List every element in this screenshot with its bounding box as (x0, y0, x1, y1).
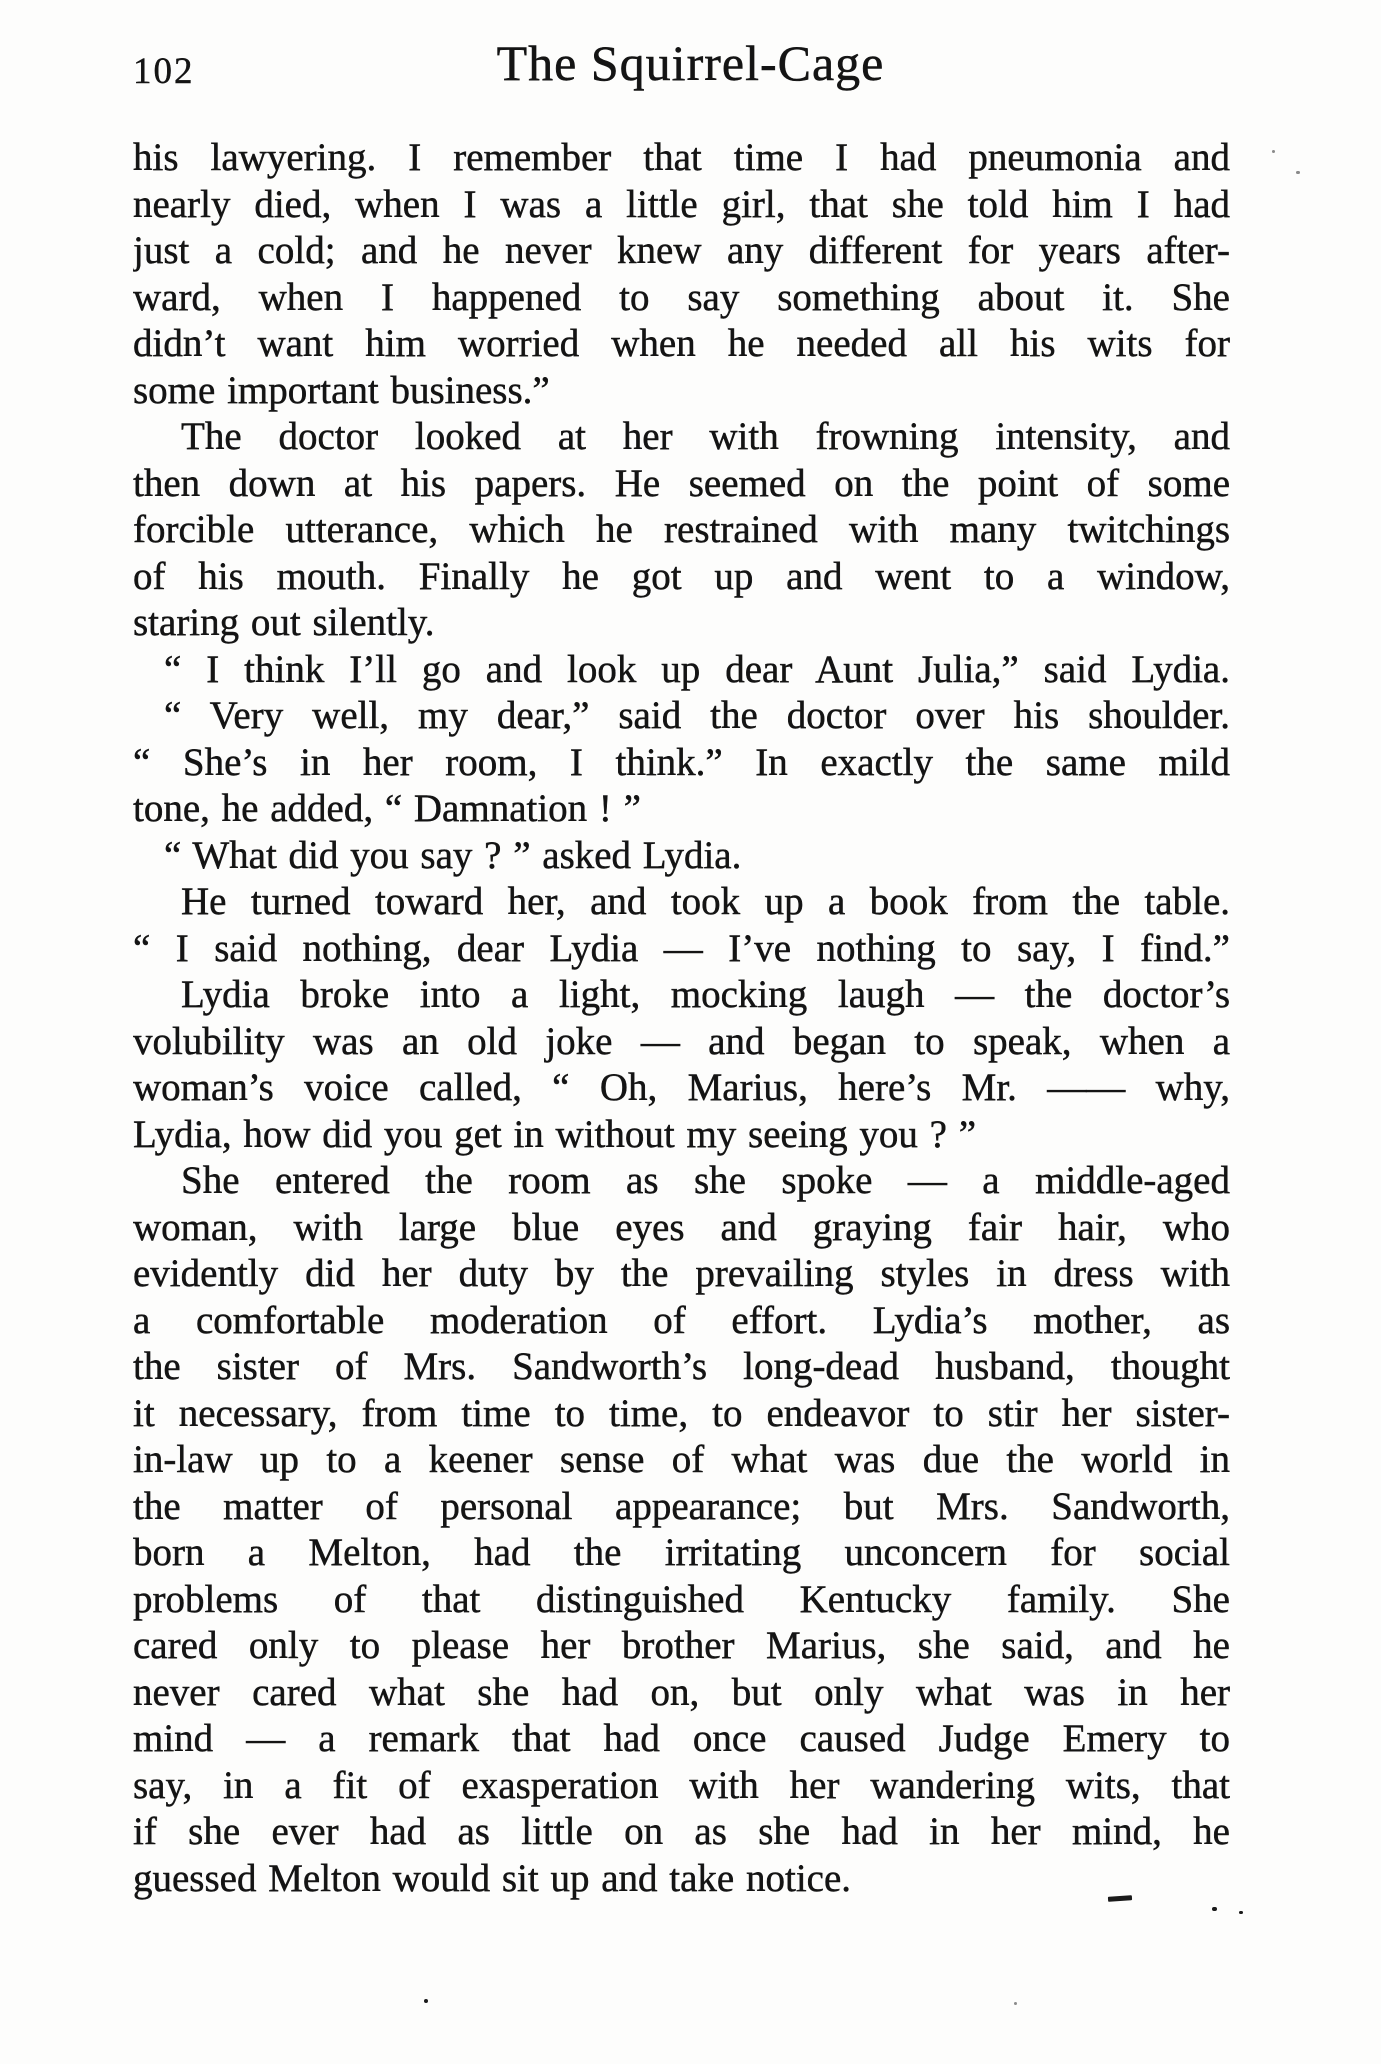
text-line: She entered the room as she spoke — a middle-aged (181, 1159, 1230, 1202)
text-line: in-law up to a keener sense of what was due the world in (133, 1438, 1230, 1481)
text-line: problems of that distinguished Kentucky family. She (133, 1577, 1230, 1621)
text-line: born a Melton, had the irritating unconcern for social (133, 1531, 1230, 1574)
text-line: never cared what she had on, but only what was in her (133, 1670, 1230, 1714)
text-line: “ What did you say ? ” asked Lydia. (164, 833, 742, 877)
text-line: woman’s voice called, “ Oh, Marius, here’s Mr. —— why, (133, 1066, 1230, 1109)
text-line: He turned toward her, and took up a book from the table. (181, 880, 1230, 923)
text-line: woman, with large blue eyes and graying fair hair, who (133, 1205, 1230, 1249)
text-line: it necessary, from time to time, to endeavor to stir her sister- (133, 1391, 1230, 1435)
text-line: evidently did her duty by the prevailing styles in dress with (133, 1252, 1230, 1295)
scan-artifact-dot (1014, 2002, 1017, 2005)
text-line: staring out silently. (133, 601, 435, 644)
text-line: volubility was an old joke — and began to speak, when a (133, 1019, 1230, 1063)
scan-artifact-dot (424, 1999, 428, 2003)
text-line: mind — a remark that had once caused Judge Emery to (133, 1717, 1230, 1760)
text-line: the matter of personal appearance; but Mrs. Sandworth, (133, 1484, 1230, 1528)
text-line: guessed Melton would sit up and take notice. (133, 1856, 852, 1900)
text-line: “ I said nothing, dear Lydia — I’ve nothing to say, I find.” (133, 926, 1230, 970)
text-line: cared only to please her brother Marius, she said, and he (133, 1624, 1230, 1667)
text-line: “ Very well, my dear,” said the doctor over his shoulder. (164, 694, 1230, 737)
text-line: The doctor looked at her with frowning intensity, and (181, 415, 1230, 458)
text-line: forcible utterance, which he restrained with many twitchings (133, 508, 1230, 551)
text-line: if she ever had as little on as she had in her mind, he (133, 1810, 1230, 1853)
scan-artifact-dot (1272, 150, 1275, 153)
scan-artifact-dot (1212, 1907, 1217, 1911)
page-number: 102 (133, 51, 195, 92)
running-title: The Squirrel-Cage (496, 35, 885, 91)
text-line: Lydia, how did you get in without my seeing you ? ” (133, 1112, 977, 1156)
text-line: a comfortable moderation of effort. Lydia’s mother, as (133, 1298, 1230, 1342)
text-line: some important business.” (133, 368, 550, 412)
text-line: nearly died, when I was a little girl, that she told him I had (133, 182, 1230, 226)
text-line: “ I think I’ll go and look up dear Aunt Julia,” said Lydia. (164, 647, 1230, 691)
text-line: Lydia broke into a light, mocking laugh — the doctor’s (181, 973, 1230, 1016)
text-line: his lawyering. I remember that time I had pneumonia and (133, 136, 1230, 179)
text-line: ward, when I happened to say something about it. She (133, 275, 1230, 319)
text-line: the sister of Mrs. Sandworth’s long-dead husband, thought (133, 1345, 1230, 1388)
text-line: “ She’s in her room, I think.” In exactly the same mild (133, 740, 1230, 784)
page-header (0, 0, 1381, 110)
text-line: just a cold; and he never knew any different for years after- (133, 229, 1230, 272)
text-line: tone, he added, “ Damnation ! ” (133, 787, 641, 830)
scan-artifact-dot (1239, 1911, 1243, 1914)
page-body (133, 135, 1230, 1902)
text-line: then down at his papers. He seemed on the point of some (133, 461, 1230, 505)
text-line: say, in a fit of exasperation with her wandering wits, that (133, 1763, 1230, 1807)
text-line: of his mouth. Finally he got up and went to a window, (133, 554, 1230, 598)
scan-artifact-dot (1296, 171, 1300, 174)
text-line: didn’t want him worried when he needed all his wits for (133, 322, 1230, 365)
